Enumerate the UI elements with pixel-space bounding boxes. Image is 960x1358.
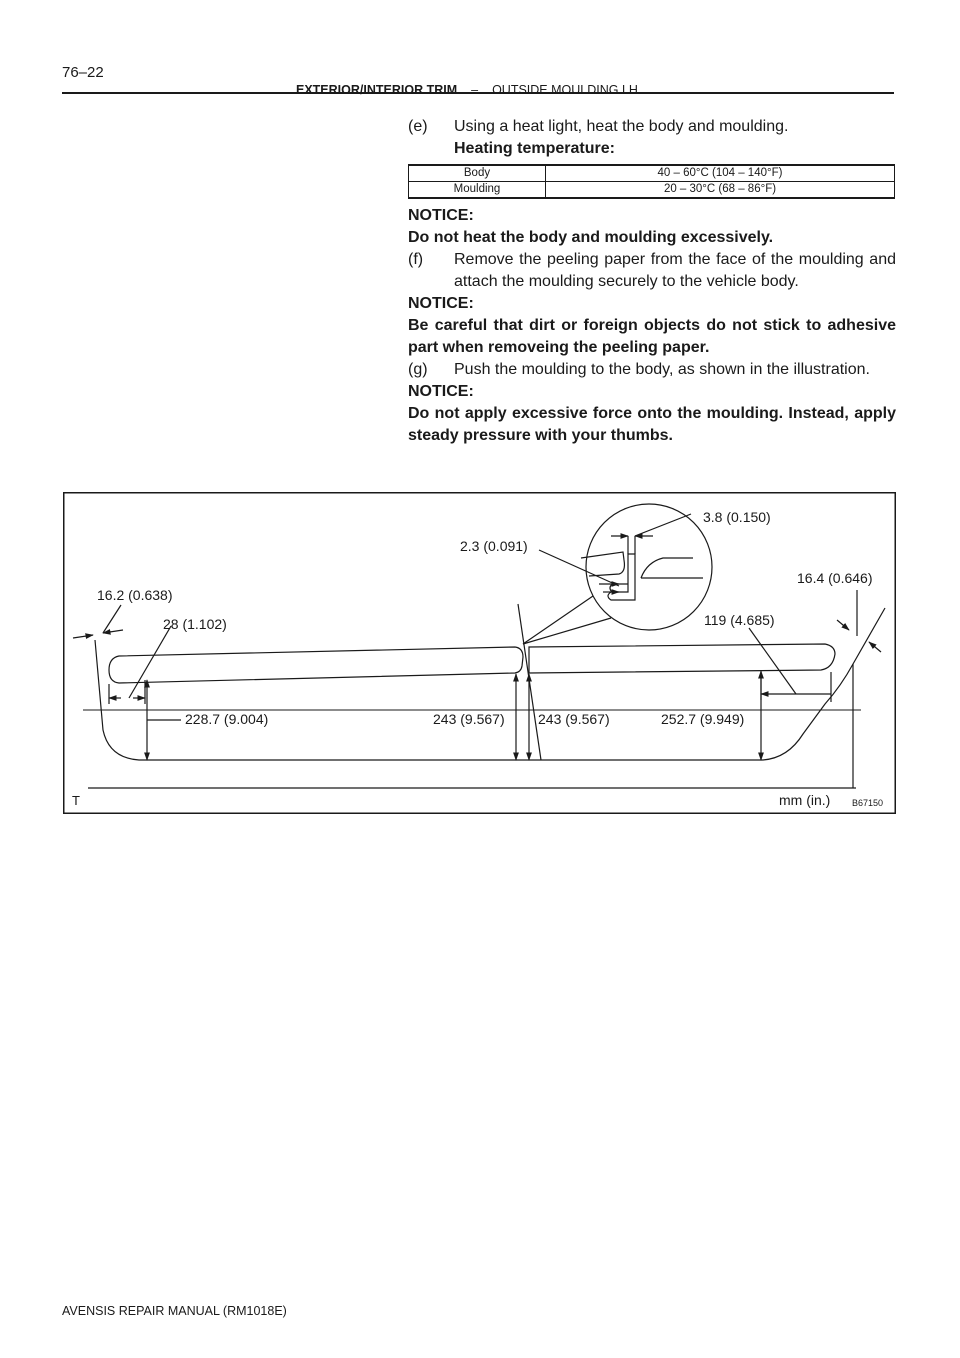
table-cell-part: Moulding [409, 182, 546, 199]
step-e-text: Using a heat light, heat the body and moulding. [454, 118, 789, 135]
dim-label-16-4: 16.4 (0.646) [797, 570, 873, 586]
moulding-diagram [63, 492, 896, 814]
step-f [408, 249, 896, 293]
step-f-label: (f) [408, 251, 424, 268]
procedure-content [408, 116, 896, 447]
dim-label-16-2: 16.2 (0.638) [97, 587, 173, 603]
table-row [409, 182, 895, 199]
page-number: 76–22 [62, 64, 104, 81]
table-cell-part: Body [409, 165, 546, 182]
section-title: EXTERIOR/INTERIOR TRIM [296, 83, 458, 97]
rear-moulding [529, 644, 835, 673]
step-f-text: Remove the peeling paper from the face of the moulding and attach the moulding securely to the vehicle body. [454, 251, 896, 290]
figure-code: B67150 [852, 798, 884, 808]
table-cell-temp: 40 – 60°C (104 – 140°F) [546, 165, 895, 182]
step-e [408, 116, 896, 160]
header-title [296, 83, 638, 97]
dim-label-2-3: 2.3 (0.091) [460, 538, 528, 554]
dim-label-3-8: 3.8 (0.150) [703, 509, 771, 525]
notice-2-text: Be careful that dirt or foreign objects do not stick to adhesive part when removeing the peeling paper. [408, 317, 896, 356]
moulding-illustration [63, 492, 896, 814]
dim-2-3-leader [539, 550, 619, 586]
subsection-title: OUTSIDE MOULDING LH [492, 83, 638, 97]
dim-16-2-leader [103, 605, 121, 633]
dim-label-28: 28 (1.102) [163, 616, 227, 632]
step-g-label: (g) [408, 361, 428, 378]
detail-clip [608, 554, 635, 600]
step-g-text: Push the moulding to the body, as shown in the illustration. [454, 361, 870, 378]
notice-2-label: NOTICE: [408, 295, 474, 312]
dim-16-2-arrow [73, 635, 93, 638]
header-separator: – [471, 83, 479, 97]
corner-mark: T [72, 793, 80, 808]
heating-temperature-title: Heating temperature: [454, 140, 615, 157]
front-moulding [109, 647, 523, 683]
detail-magnifier [586, 504, 712, 630]
table-cell-temp: 20 – 30°C (68 – 86°F) [546, 182, 895, 199]
unit-label: mm (in.) [779, 792, 831, 808]
dim-label-243-right: 243 (9.567) [538, 711, 610, 727]
detail-panel-right [641, 558, 693, 578]
dim-label-228-7: 228.7 (9.004) [185, 711, 269, 727]
dim-label-252-7: 252.7 (9.949) [661, 711, 745, 727]
dim-28-leader [129, 626, 171, 698]
dim-16-2-arrow [103, 630, 123, 633]
notice-1-text: Do not heat the body and moulding excessively. [408, 229, 774, 246]
detail-callout-line [523, 618, 611, 644]
step-e-label: (e) [408, 118, 428, 135]
dim-16-4-arrow [837, 620, 849, 630]
notice-1-label: NOTICE: [408, 207, 474, 224]
notice-3-text: Do not apply excessive force onto the moulding. Instead, apply steady pressure with your thumbs. [408, 405, 896, 444]
heating-temperature-table [408, 164, 895, 199]
table-row [409, 165, 895, 182]
dim-119-leader [749, 628, 796, 694]
step-g [408, 359, 896, 381]
notice-3-label: NOTICE: [408, 383, 474, 400]
dim-16-4-arrow [869, 642, 881, 652]
footer-manual-id: AVENSIS REPAIR MANUAL (RM1018E) [62, 1304, 287, 1318]
detail-callout-line [523, 596, 593, 644]
dim-3-8-leader [635, 514, 691, 536]
dim-label-243-left: 243 (9.567) [433, 711, 505, 727]
dim-label-119: 119 (4.685) [704, 612, 775, 628]
